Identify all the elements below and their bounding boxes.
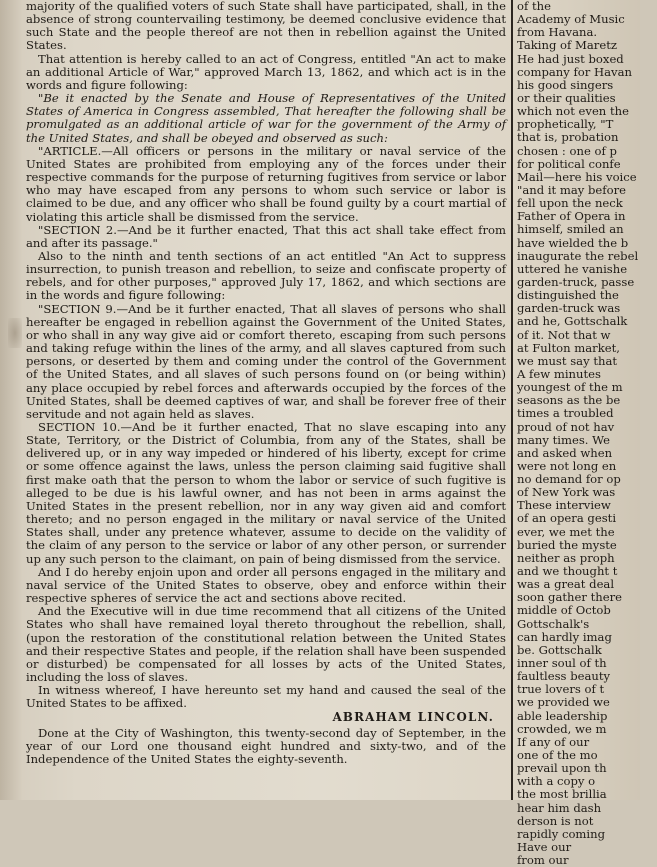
column-line: at Fulton market, <box>517 340 620 355</box>
column-line: able leadership <box>517 708 608 723</box>
adjacent-column <box>517 0 657 867</box>
column-line: Taking of Maretz <box>517 38 617 53</box>
paragraph-9: And I do hereby enjoin upon and order all persons engaged in the military and naval service of the United States to observe, obey and enforce within their respective spheres of service the act and sections above recited. <box>26 564 506 606</box>
column-rule <box>511 0 513 800</box>
column-line: we must say that <box>517 353 618 368</box>
column-line: and we thought t <box>517 564 618 579</box>
column-line: uttered he vanishe <box>517 261 628 276</box>
column-line: have wielded the b <box>517 235 629 250</box>
column-line: seasons as the be <box>517 393 621 408</box>
column-line: from Havana. <box>517 25 598 40</box>
paragraph-1: majority of the qualified voters of such State shall have participated, shall, in the absence of strong countervailing testimony, be deemed conclusive evidence that such State and the people thereof are not then in rebellion against the United States. <box>26 0 506 53</box>
column-line: rapidly coming <box>517 826 606 841</box>
column-line: fell upon the neck <box>517 196 623 211</box>
paragraph-6: Also to the ninth and tenth sections of an act entitled "An Act to suppress insurrection, to punish treason and rebellion, to seize and confiscate property of rebels, and for other purposes," approved July 17, 1862, and which sections are in the words and figure following: <box>26 248 506 303</box>
column-line: If any of our <box>517 734 590 749</box>
column-line: ever, we met the <box>517 524 615 539</box>
paragraph-witness: In witness whereof, I have hereunto set my hand and caused the seal of the United States to be affixed. <box>26 683 506 711</box>
column-line: was a great deal <box>517 577 615 592</box>
column-line: of an opera gesti <box>517 511 617 526</box>
column-line: which not even the <box>517 104 629 119</box>
column-line: distinguished the <box>517 288 619 303</box>
page-gutter <box>0 0 22 800</box>
column-line: himself, smiled an <box>517 222 624 237</box>
column-line: A few minutes <box>517 366 601 381</box>
proclamation-column <box>26 0 506 800</box>
column-line: prophetically, "T <box>517 117 614 132</box>
column-line: hear him dash <box>517 800 602 815</box>
column-line: Academy of Music <box>517 12 625 27</box>
column-line: were not long en <box>517 458 617 473</box>
column-line: true lovers of t <box>517 682 605 697</box>
column-line: and asked when <box>517 445 613 460</box>
column-line: chosen : one of p <box>517 143 617 158</box>
column-line: Have our <box>517 840 572 854</box>
column-line: company for Havan <box>517 64 632 79</box>
column-line: youngest of the m <box>517 380 623 395</box>
paragraph-2: That attention is hereby called to an act of Congress, entitled "An act to make an additional Article of War," approved March 13, 1862, and which act is in the words and figure following: <box>26 51 506 92</box>
column-line: These interview <box>517 498 611 513</box>
paragraph-10: And the Executive will in due time recommend that all citizens of the United States who shall have remained loyal thereto throughout the rebellion, shall, (upon the restoration of the constitutional relation between the United States and their respective States and people, if the relation shall have been suspended or disturbed) be compensated for all losses by acts of the United States, including the loss of slaves. <box>26 604 506 684</box>
column-line: inner soul of th <box>517 656 607 671</box>
column-line: garden-truck was <box>517 301 621 316</box>
paragraph-article: "ARTICLE.—All officers or persons in the military or naval service of the United States are prohibited from employing any of the forces under their respective commands for the purpose of returning fugitives from service or labor who may have escaped from any persons to whom such service or labor is claimed to be due, and any officer who shall be found guilty by a court martial of violating this article shall be dismissed from the service. <box>26 143 506 224</box>
column-line: He had just boxed <box>517 51 624 66</box>
column-line: proud of not hav <box>517 419 615 434</box>
column-line: "and it may before <box>517 182 626 197</box>
column-line: garden-truck, passe <box>517 274 635 289</box>
column-line: can hardly imag <box>517 629 612 644</box>
column-line: from our <box>517 853 569 867</box>
column-line: inaugurate the rebel <box>517 248 639 263</box>
ink-smudge <box>8 318 22 348</box>
column-line: Father of Opera in <box>517 209 626 224</box>
column-line: his good singers <box>517 77 614 92</box>
column-line: of it. Not that w <box>517 327 611 342</box>
column-line: or their qualities <box>517 90 616 105</box>
paragraph-section-2: "SECTION 2.—And be it further enacted, That this act shall take effect from and after its passage." <box>26 222 506 250</box>
column-line: be. Gottschalk <box>517 642 602 657</box>
column-line: one of the mo <box>517 748 598 763</box>
paragraph-section-9: "SECTION 9.—And be it further enacted, That all slaves of persons who shall hereafter be engaged in rebellion against the Government of the United States, or who shall in any way give aid or comfort thereto, escaping from such persons and taking refuge within the lines of the army, and all slaves captured from such persons, or deserted by them and coming under the control of the Government of the United States, and all slaves of such persons found on (or being within) any place occupied by rebel forces and afterwards occupied by the forces of the United States, shall be deemed captives of war, and shall be forever free of their servitude and not again held as slaves. <box>26 301 506 421</box>
column-line: buried the myste <box>517 537 617 552</box>
column-line: prevail upon th <box>517 761 607 776</box>
column-line: neither as proph <box>517 550 615 565</box>
column-line: and he, Gottschalk <box>517 314 628 329</box>
column-line: many times. We <box>517 432 610 447</box>
column-line: for political confe <box>517 156 621 171</box>
paragraph-3: "Be it enacted by the Senate and House of Representatives of the United States of America in Congress assembled, That hereafter the following shall be promulgated as an additional article of war for the government of the Army of the United States, and shall be obeyed and observed as such: <box>26 91 506 145</box>
column-line: the most brillia <box>517 787 607 802</box>
column-line: of New York was <box>517 485 616 500</box>
column-line: crowded, we m <box>517 721 607 736</box>
column-line: with a copy o <box>517 774 596 789</box>
column-line: times a troubled <box>517 406 614 421</box>
column-line: that is, probation <box>517 130 619 145</box>
column-line: faultless beauty <box>517 669 611 684</box>
closing-paragraph: Done at the City of Washington, this twenty-second day of September, in the year of our Lord one thousand eight hundred and sixty-two, and of the Independence of the United States the eighty-seventh. <box>26 725 506 766</box>
signature: ABRAHAM LINCOLN. <box>332 710 494 725</box>
column-line: Gottschalk's <box>517 616 590 631</box>
column-line: we provided we <box>517 695 610 710</box>
column-line: soon gather there <box>517 590 623 605</box>
column-line: no demand for op <box>517 472 621 487</box>
paragraph-section-10: SECTION 10.—And be it further enacted, That no slave escaping into any State, Territory, or the District of Columbia, from any of the States, shall be delivered up, or in any way impeded or hindered of his liberty, except for crime or some offence against the laws, unless the person claiming said fugitive shall first make oath that the person to whom the labor or service of such fugitive is alleged to be due is his lawful owner, and has not been in arms against the United States in the present rebellion, nor in any way given aid and comfort thereto; and no person engaged in the military or naval service of the United States shall, under any pretence whatever, assume to decide on the validity of the claim of any person to the service or labor of any other person, or surrender up any such person to the claimant, on pain of being dismissed from the service. <box>26 420 506 566</box>
column-line: middle of Octob <box>517 603 611 618</box>
column-line: derson is not <box>517 813 594 828</box>
column-line: Mail—here his voice <box>517 169 637 184</box>
column-line: of the <box>517 0 551 13</box>
